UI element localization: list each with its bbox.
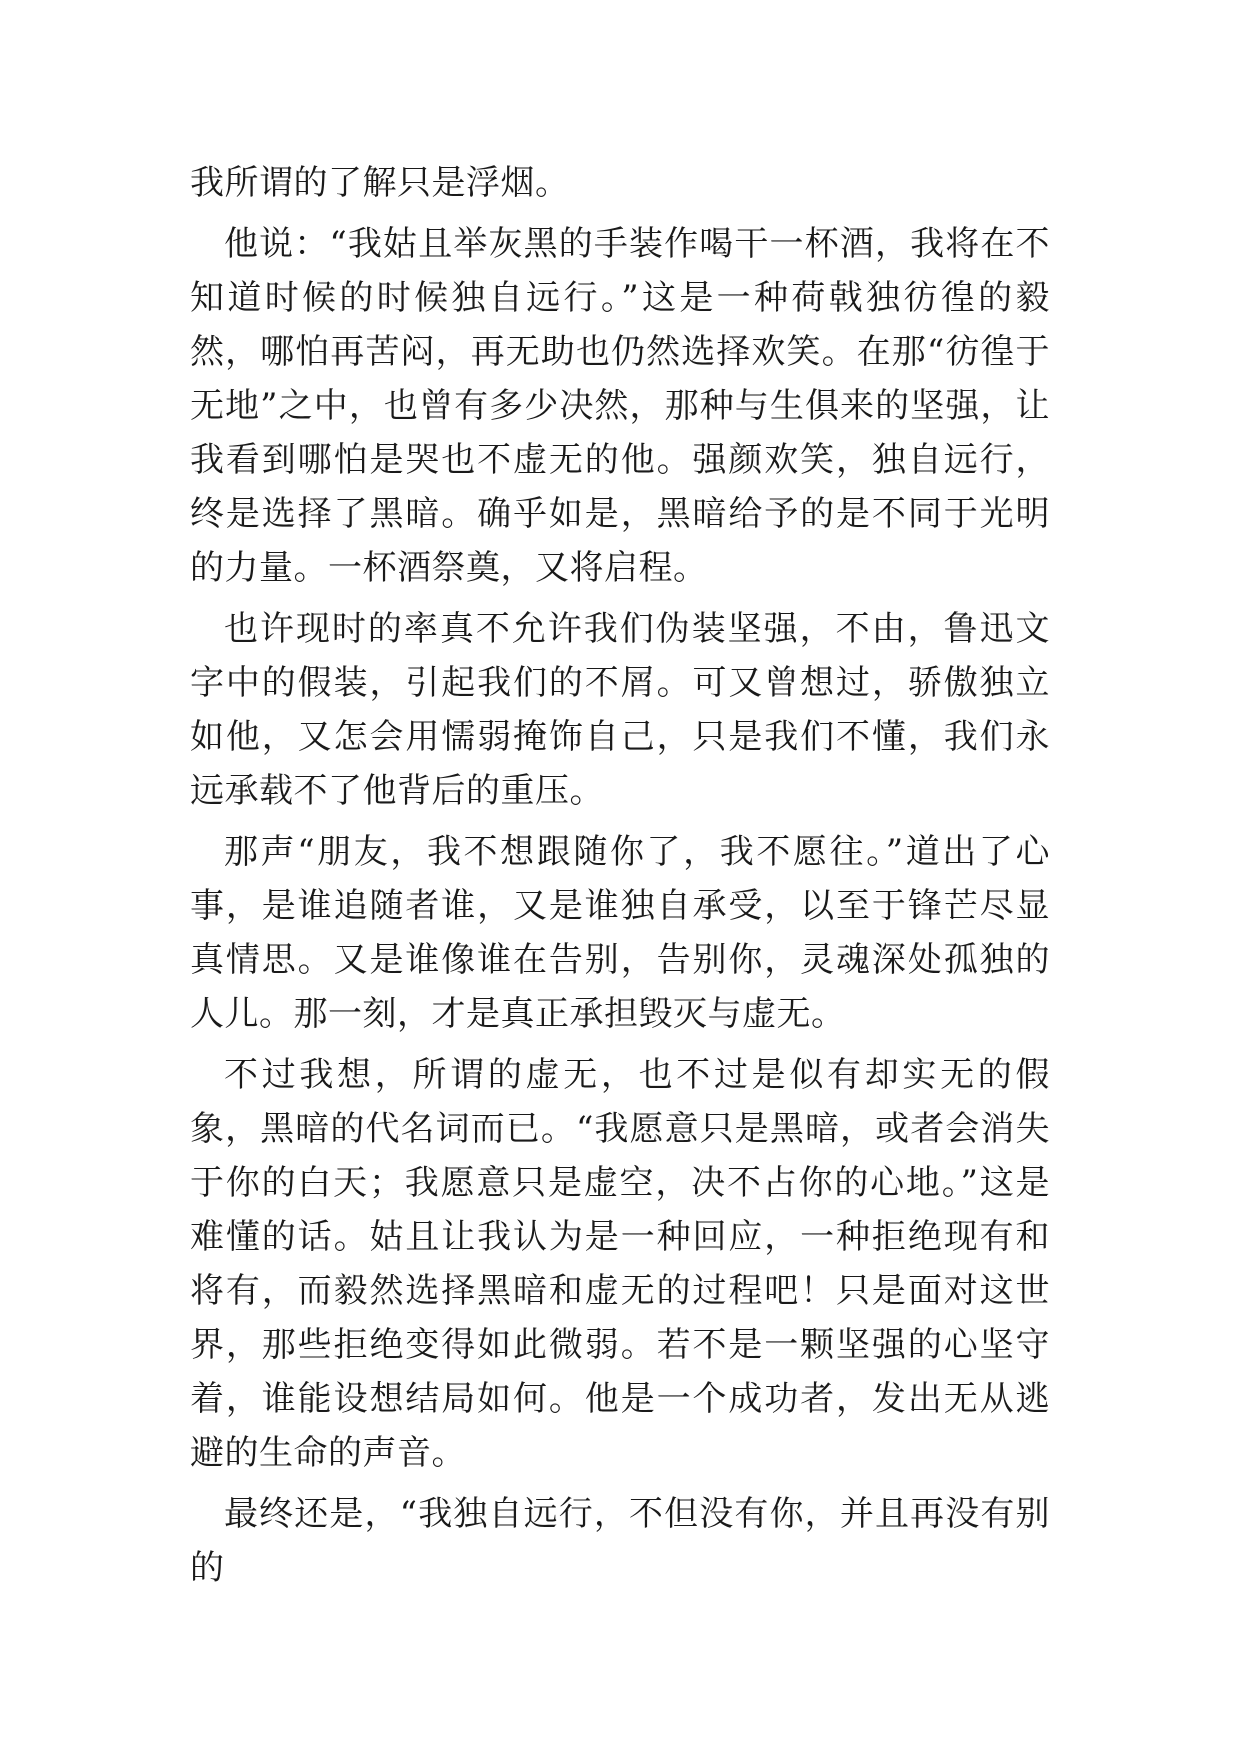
paragraph: 那声“朋友，我不想跟随你了，我不愿往。”道出了心事，是谁追随者谁，又是谁独自承受，以至于锋芒尽显真情思。又是谁像谁在告别，告别你，灵魂深处孤独的人儿。那一刻，才是真正承担毁灭与虚无。 [190,832,1050,1034]
paragraph: 最终还是，“我独自远行，不但没有你，并且再没有别的 [190,1494,1050,1588]
paragraph: 不过我想，所谓的虚无，也不过是似有却实无的假象，黑暗的代名词而已。“我愿意只是黑暗，或者会消失于你的白天；我愿意只是虚空，决不占你的心地。”这是难懂的话。姑且让我认为是一种回应，一种拒绝现有和将有，而毅然选择黑暗和虚无的过程吧！只是面对这世界，那些拒绝变得如此微弱。若不是一颗坚强的心坚守着，谁能设想结局如何。他是一个成功者，发出无从逃避的生命的声音。 [190,1055,1050,1473]
paragraph-continuation: 我所谓的了解只是浮烟。 [190,163,570,203]
body-text [190,156,1050,1602]
paragraph: 他说：“我姑且举灰黑的手装作喝干一杯酒，我将在不知道时候的时候独自远行。”这是一种荷戟独彷徨的毅然，哪怕再苦闷，再无助也仍然选择欢笑。在那“彷徨于无地”之中，也曾有多少决然，那种与生俱来的坚强，让我看到哪怕是哭也不虚无的他。强颜欢笑，独自远行，终是选择了黑暗。确乎如是，黑暗给予的是不同于光明的力量。一杯酒祭奠，又将启程。 [190,224,1050,588]
paragraph: 也许现时的率真不允许我们伪装坚强，不由，鲁迅文字中的假装，引起我们的不屑。可又曾想过，骄傲独立如他，又怎会用懦弱掩饰自己，只是我们不懂，我们永远承载不了他背后的重压。 [190,609,1050,811]
